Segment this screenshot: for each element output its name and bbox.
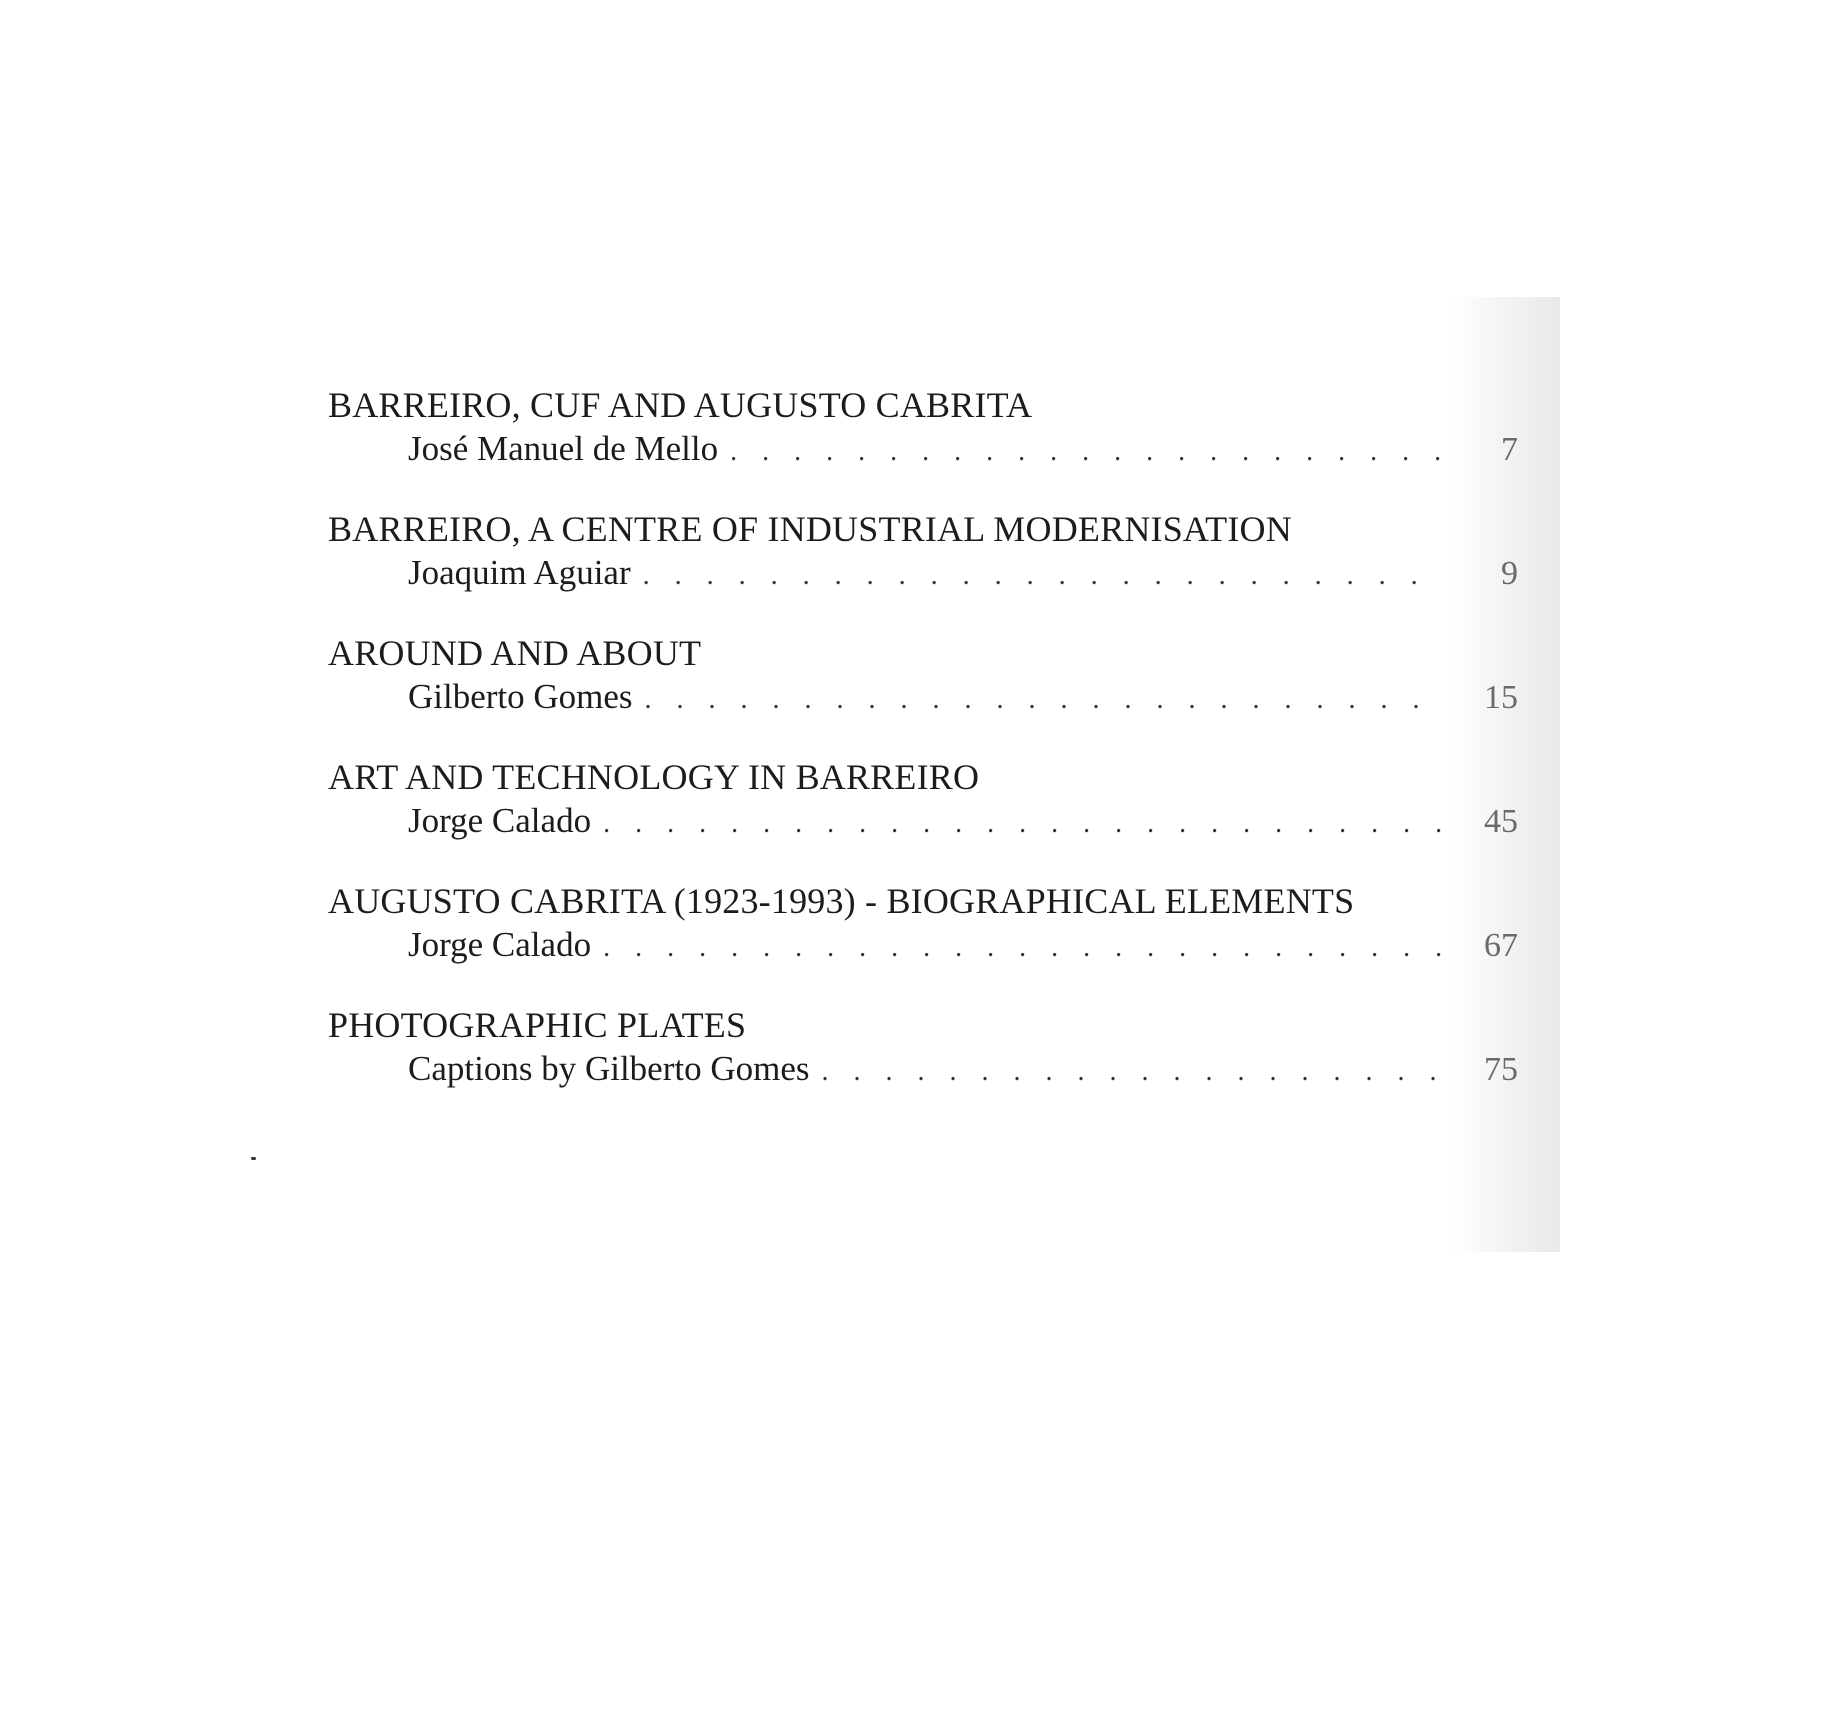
toc-entry: [328, 507, 1518, 631]
table-of-contents: [328, 383, 1518, 1127]
toc-entry: [328, 1003, 1518, 1127]
toc-entry-line: [408, 1047, 1518, 1091]
toc-entry-line: [408, 799, 1518, 843]
toc-entry-author: Gilberto Gomes: [408, 677, 633, 716]
toc-entry-page-number: 75: [1484, 1051, 1518, 1088]
toc-entry-line: [408, 551, 1518, 595]
toc-entry-author: Jorge Calado: [408, 801, 592, 840]
toc-entry: [328, 383, 1518, 507]
toc-entry-page-number: 67: [1484, 927, 1518, 964]
toc-entry-title: PHOTOGRAPHIC PLATES: [328, 1005, 747, 1045]
toc-entry: [328, 631, 1518, 755]
toc-entry-page-number: 9: [1501, 555, 1518, 592]
toc-entry-line: [408, 427, 1518, 471]
toc-entry-page-number: 15: [1484, 679, 1518, 716]
dot-leader: [603, 808, 1442, 840]
toc-entry-title: BARREIRO, CUF AND AUGUSTO CABRITA: [328, 385, 1033, 425]
toc-entry-author: Captions by Gilberto Gomes: [408, 1049, 810, 1088]
toc-entry-page-number: 7: [1501, 431, 1518, 468]
toc-entry: [328, 755, 1518, 879]
scan-speck: [251, 1157, 256, 1160]
toc-entry-title: BARREIRO, A CENTRE OF INDUSTRIAL MODERNISATION: [328, 509, 1292, 549]
dot-leader: [822, 1056, 1443, 1088]
toc-entry-title: AUGUSTO CABRITA (1923-1993) - BIOGRAPHICAL ELEMENTS: [328, 881, 1355, 921]
dot-leader: [643, 560, 1442, 592]
toc-entry-line: [408, 923, 1518, 967]
toc-entry-title: ART AND TECHNOLOGY IN BARREIRO: [328, 757, 980, 797]
toc-entry-author: Jorge Calado: [408, 925, 592, 964]
toc-entry-author: José Manuel de Mello: [408, 429, 719, 468]
toc-entry: [328, 879, 1518, 1003]
dot-leader: [645, 684, 1442, 716]
dot-leader: [603, 932, 1442, 964]
toc-entry-author: Joaquim Aguiar: [408, 553, 631, 592]
toc-entry-title: AROUND AND ABOUT: [328, 633, 702, 673]
toc-entry-line: [408, 675, 1518, 719]
dot-leader: [730, 436, 1442, 468]
toc-entry-page-number: 45: [1484, 803, 1518, 840]
